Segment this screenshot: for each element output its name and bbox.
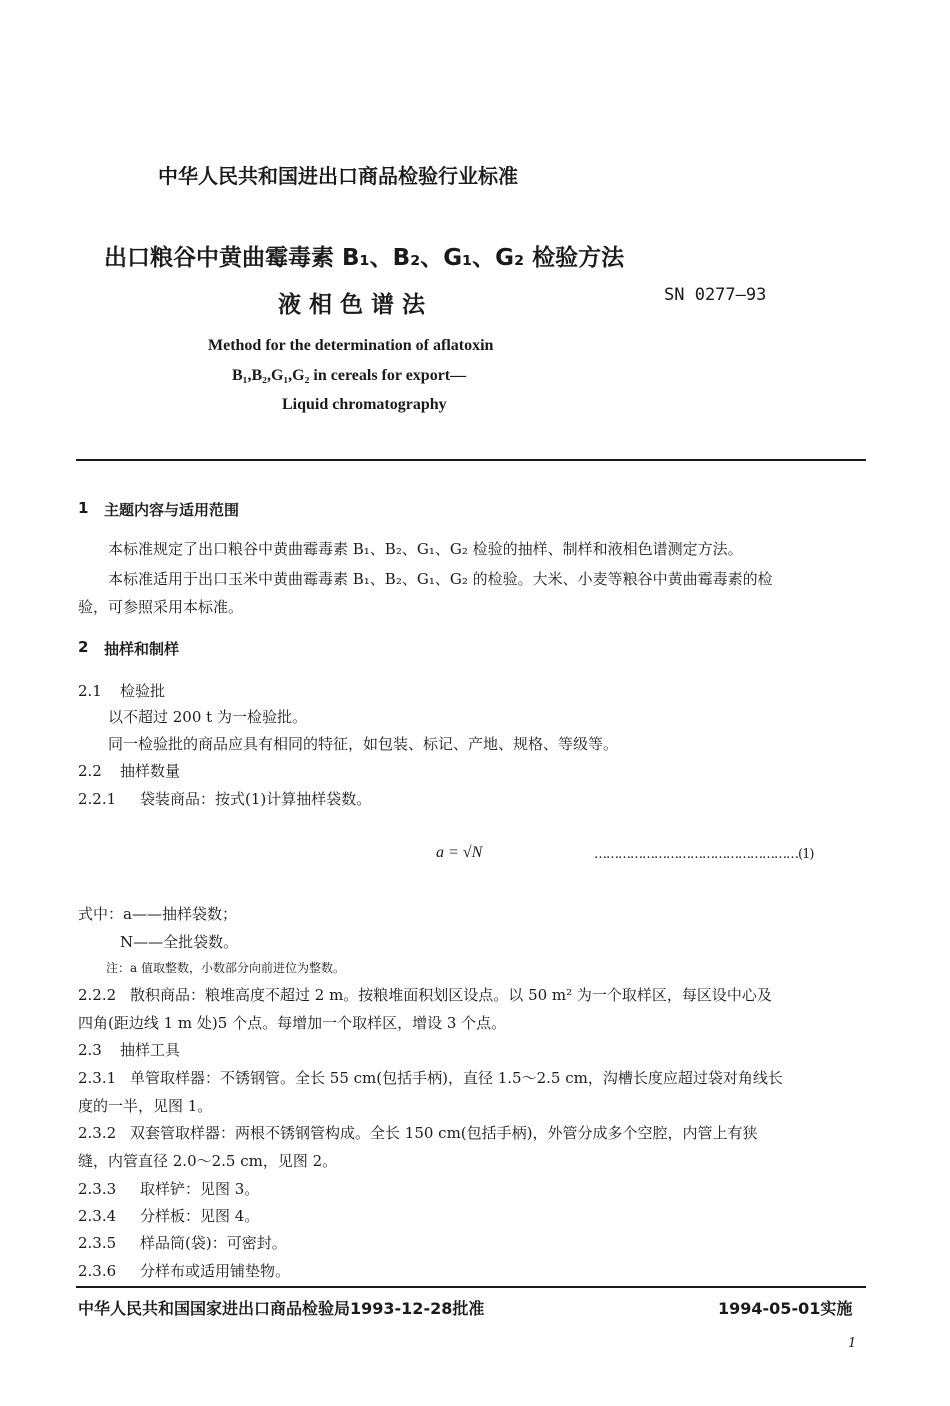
clause-2-2-2-line-a: 散积商品：粮堆高度不超过 2 m。按粮堆面积划区设点。以 50 m² 为一个取样区，每区设中心及: [130, 986, 772, 1004]
clause-2-3-4-text: 分样板：见图 4。: [140, 1207, 260, 1225]
title-line-1: 出口粮谷中黄曲霉毒素 B₁、B₂、G₁、G₂ 检验方法: [104, 245, 625, 271]
clause-2-3-1-line-a: 单管取样器：不锈钢管。全长 55 cm(包括手柄)，直径 1.5～2.5 cm，沟槽长度应超过袋对角线长: [130, 1069, 783, 1087]
page-number: 1: [848, 1336, 857, 1351]
where-n: N——全批袋数。: [120, 933, 239, 951]
clause-2-1-title: 检验批: [120, 682, 166, 700]
clause-2-3-5-number: 2.3.5: [78, 1234, 117, 1252]
section-1-number: 1: [78, 499, 89, 517]
clause-2-2-1-text: 袋装商品：按式(1)计算抽样袋数。: [140, 790, 372, 808]
clause-2-3-6-number: 2.3.6: [78, 1262, 117, 1280]
agency-line: 中华人民共和国进出口商品检验行业标准: [158, 164, 518, 188]
clause-2-2-1-number: 2.2.1: [78, 790, 117, 808]
section-1-paragraph-2b: 验，可参照采用本标准。: [78, 598, 244, 616]
english-title-line-3: Liquid chromatography: [282, 396, 447, 413]
clause-2-2-2-line-b: 四角(距边线 1 m 处)5 个点。每增加一个取样区，增设 3 个点。: [78, 1014, 507, 1032]
clause-2-2-title: 抽样数量: [120, 762, 181, 780]
note: 注：a 值取整数，小数部分向前进位为整数。: [106, 961, 345, 975]
header-divider: [76, 459, 866, 461]
section-2-title: 抽样和制样: [104, 640, 180, 658]
clause-2-3-2-line-b: 缝，内管直径 2.0～2.5 cm，见图 2。: [78, 1152, 338, 1170]
clause-2-3-number: 2.3: [78, 1041, 102, 1059]
clause-2-2-number: 2.2: [78, 762, 102, 780]
clause-2-2-2-number: 2.2.2: [78, 986, 117, 1004]
section-1-title: 主题内容与适用范围: [104, 501, 240, 519]
english-title-line-1: Method for the determination of aflatoxin: [208, 337, 494, 354]
clause-2-3-4-number: 2.3.4: [78, 1207, 117, 1225]
approval-line: 中华人民共和国国家进出口商品检验局1993-12-28批准: [78, 1299, 485, 1318]
effective-date: 1994-05-01实施: [718, 1299, 853, 1318]
section-2-number: 2: [78, 638, 89, 656]
clause-2-1-number: 2.1: [78, 682, 102, 700]
title-line-2: 液 相 色 谱 法: [278, 292, 426, 318]
clause-2-3-title: 抽样工具: [120, 1041, 181, 1059]
footer-divider: [76, 1286, 866, 1288]
section-1-paragraph-1: 本标准规定了出口粮谷中黄曲霉毒素 B₁、B₂、G₁、G₂ 检验的抽样、制样和液相色谱测定方法。: [108, 540, 743, 558]
formula: a = √N: [436, 844, 483, 861]
clause-2-3-3-text: 取样铲：见图 3。: [140, 1180, 260, 1198]
english-title-line-2: B₁,B₂,G₁,G₂ in cereals for export—: [232, 367, 467, 384]
clause-2-3-2-number: 2.3.2: [78, 1124, 117, 1142]
clause-2-3-1-number: 2.3.1: [78, 1069, 117, 1087]
formula-number: ……………………………………………(1): [594, 847, 814, 862]
clause-2-3-6-text: 分样布或适用铺垫物。: [140, 1262, 291, 1280]
clause-2-1-paragraph-2: 同一检验批的商品应具有相同的特征，如包装、标记、产地、规格、等级等。: [108, 735, 619, 753]
section-1-paragraph-2a: 本标准适用于出口玉米中黄曲霉毒素 B₁、B₂、G₁、G₂ 的检验。大米、小麦等粮谷中黄曲霉毒素的检: [108, 570, 773, 588]
clause-2-3-1-line-b: 度的一半，见图 1。: [78, 1097, 213, 1115]
standard-number: SN 0277—93: [664, 285, 767, 305]
clause-2-3-5-text: 样品筒(袋)：可密封。: [140, 1234, 287, 1252]
clause-2-3-3-number: 2.3.3: [78, 1180, 117, 1198]
clause-2-1-paragraph-1: 以不超过 200 t 为一检验批。: [108, 708, 307, 726]
where-a: 式中：a——抽样袋数；: [78, 905, 237, 923]
clause-2-3-2-line-a: 双套管取样器：两根不锈钢管构成。全长 150 cm(包括手柄)，外管分成多个空腔，内管上有狭: [130, 1124, 758, 1142]
